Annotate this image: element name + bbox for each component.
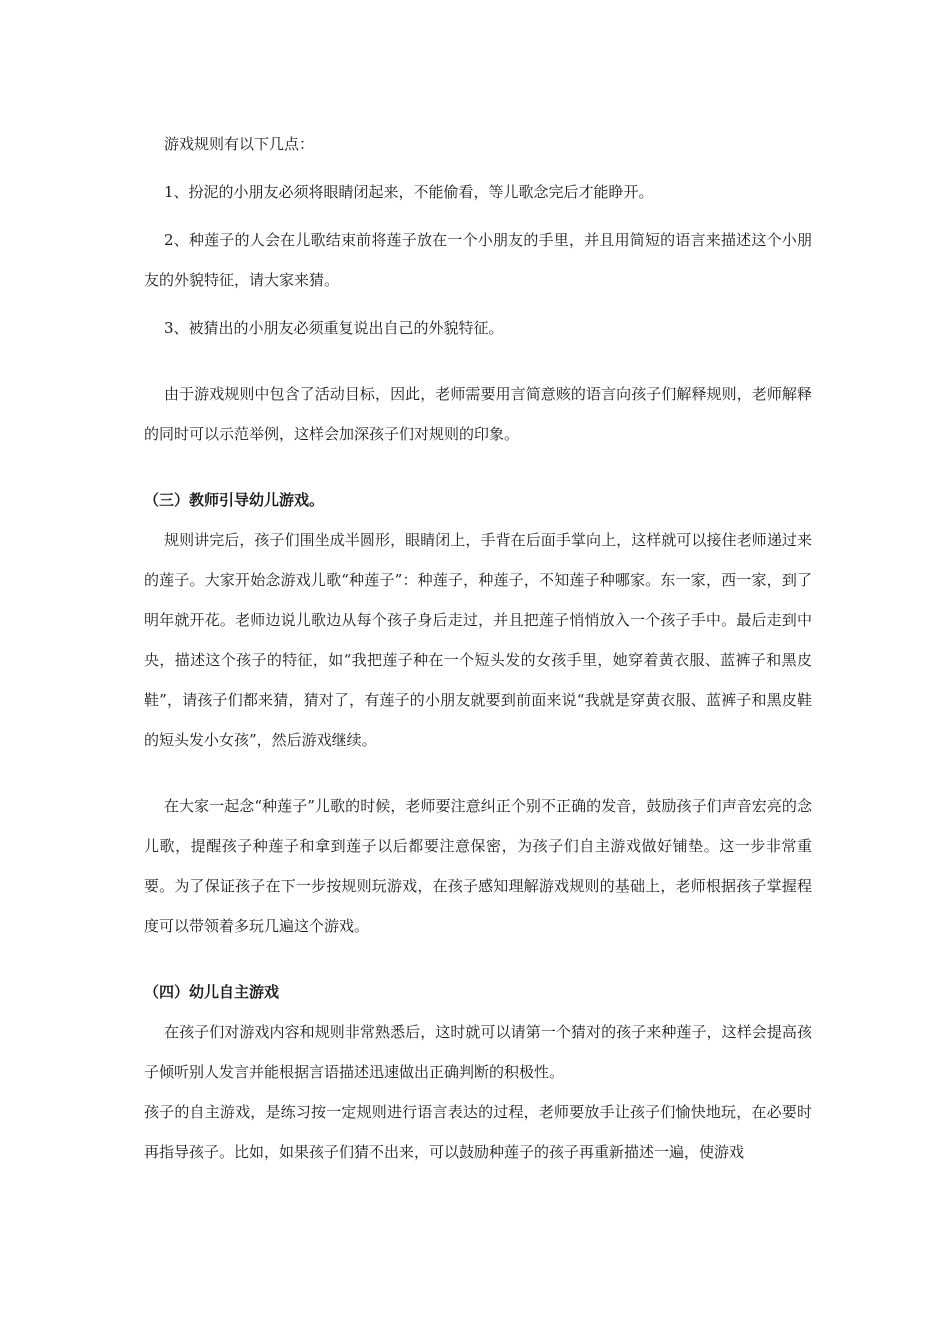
spacer <box>144 212 812 220</box>
spacer <box>144 946 812 972</box>
section-4-paragraph-1: 在孩子们对游戏内容和规则非常熟悉后，这时就可以请第一个猜对的孩子来种莲子，这样会提高孩子倾听别人发言并能根据言语描述迅速做出正确判断的积极性。 <box>144 1023 812 1081</box>
spacer <box>144 164 812 172</box>
rule-item-3: 3、被猜出的小朋友必须重复说出自己的外貌特征。 <box>164 319 504 337</box>
spacer <box>144 300 812 308</box>
section-3-heading: （三）教师引导幼儿游戏。 <box>144 491 325 509</box>
section-3-paragraph-1: 规则讲完后，孩子们围坐成半圆形，眼睛闭上，手背在后面手掌向上，这样就可以接住老师递过来的莲子。大家开始念游戏儿歌“种莲子”：种莲子，种莲子，不知莲子种哪家。东一家，西一家，到了明年就开花。老师边说儿歌边从每个孩子身后走过，并且把莲子悄悄放入一个孩子手中。最后走到中央，描述这个孩子的特征，如“我把莲子种在一个短头发的女孩手里，她穿着黄衣服、蓝裤子和黑皮鞋”，请孩子们都来猜，猜对了，有莲子的小朋友就要到前面来说“我就是穿黄衣服、蓝裤子和黑皮鞋的短头发小女孩”，然后游戏继续。 <box>144 531 812 749</box>
section-3-paragraph-2: 在大家一起念“种莲子”儿歌的时候，老师要注意纠正个别不正确的发音，鼓励孩子们声音宏亮的念儿歌，提醒孩子种莲子和拿到莲子以后都要注意保密，为孩子们自主游戏做好铺垫。这一步非常重要。为了保证孩子在下一步按规则玩游戏，在孩子感知理解游戏规则的基础上，老师根据孩子掌握程度可以带领着多玩几遍这个游戏。 <box>144 797 812 935</box>
section-4-paragraph-2: 孩子的自主游戏，是练习按一定规则进行语言表达的过程，老师要放手让孩子们愉快地玩，在必要时再指导孩子。比如，如果孩子们猜不出来，可以鼓励种莲子的孩子再重新描述一遍，使游戏 <box>144 1103 812 1161</box>
spacer <box>144 348 812 374</box>
explanation-paragraph: 由于游戏规则中包含了活动目标，因此，老师需要用言简意赅的语言向孩子们解释规则，老师解释的同时可以示范举例，这样会加深孩子们对规则的印象。 <box>144 385 812 443</box>
rule-item-1: 1、扮泥的小朋友必须将眼睛闭起来，不能偷看，等儿歌念完后才能睁开。 <box>164 183 654 201</box>
spacer <box>144 760 812 786</box>
spacer <box>144 454 812 480</box>
rule-item-2: 2、种莲子的人会在儿歌结束前将莲子放在一个小朋友的手里，并且用简短的语言来描述这个小朋友的外貌特征，请大家来猜。 <box>144 231 812 289</box>
rules-intro: 游戏规则有以下几点： <box>164 135 315 153</box>
section-4-heading: （四）幼儿自主游戏 <box>144 983 280 1001</box>
document-body <box>144 124 812 1172</box>
